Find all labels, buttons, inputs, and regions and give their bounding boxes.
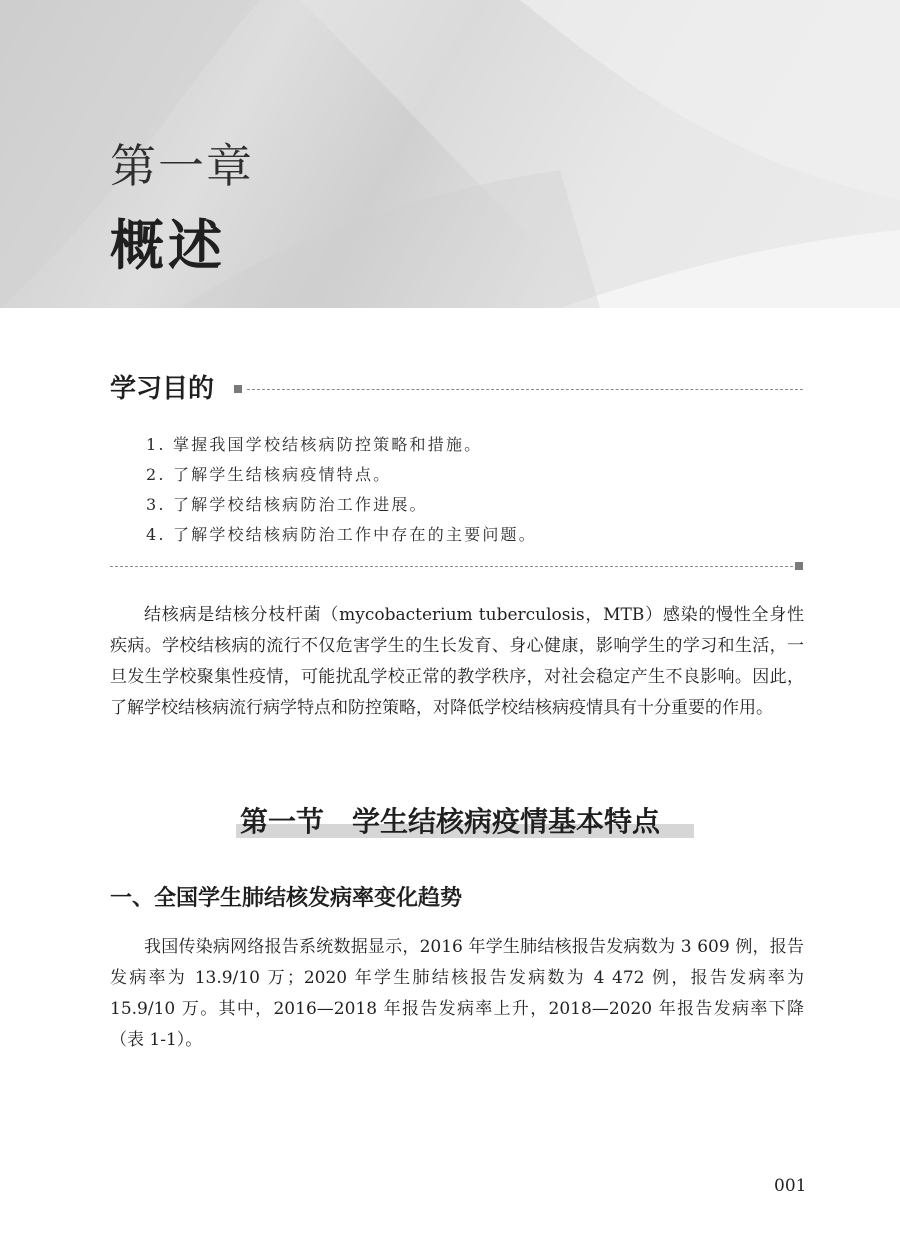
chapter-banner: [0, 0, 900, 308]
objectives-heading: 学习目的: [110, 374, 215, 404]
section-title: 第一节 学生结核病疫情基本特点: [239, 805, 660, 838]
objectives-marker-bottom: [795, 562, 803, 570]
chapter-title: 概述: [110, 214, 226, 277]
objective-item: 1. 掌握我国学校结核病防控策略和措施。: [146, 435, 483, 454]
subsection-heading: 一、全国学生肺结核发病率变化趋势: [110, 886, 463, 911]
body-paragraph: 我国传染病网络报告系统数据显示，2016 年学生肺结核报告发病数为 3 609 例，报告发病率为 13.9/10 万；2020 年学生肺结核报告发病数为 4 472 例，报告发病率为 15.9/10 万。其中，2016—2018 年报告发病率上升，2018—2020 年报告发病率下降（表 1-1）。: [110, 937, 804, 1050]
objective-item: 3. 了解学校结核病防治工作进展。: [146, 495, 428, 514]
objectives-list: [146, 430, 537, 550]
objective-item: 4. 了解学校结核病防治工作中存在的主要问题。: [146, 525, 537, 544]
objective-item: 2. 了解学生结核病疫情特点。: [146, 465, 392, 484]
objectives-divider-top: [247, 389, 803, 390]
page-number: 001: [774, 1176, 807, 1196]
objectives-divider-bottom: [110, 566, 793, 567]
objectives-marker-top: [234, 385, 242, 393]
chapter-number: 第一章: [110, 139, 254, 193]
intro-paragraph: 结核病是结核分枝杆菌（mycobacterium tuberculosis，MTB）感染的慢性全身性疾病。学校结核病的流行不仅危害学生的生长发育、身心健康，影响学生的学习和生活，一旦发生学校聚集性疫情，可能扰乱学校正常的教学秩序，对社会稳定产生不良影响。因此，了解学校结核病流行病学特点和防控策略，对降低学校结核病疫情具有十分重要的作用。: [110, 605, 804, 718]
